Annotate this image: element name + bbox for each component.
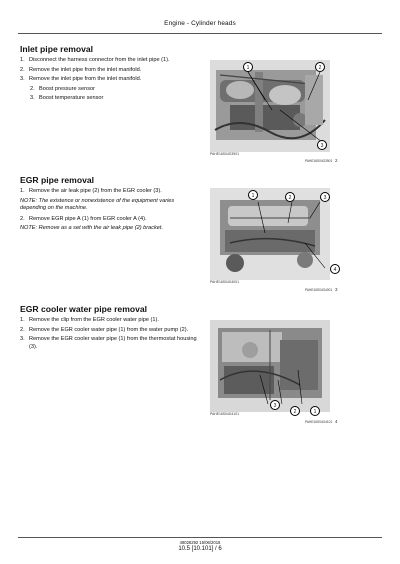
- step-text: Disconnect the harness connector from the inlet pipe (1).: [29, 57, 170, 63]
- figure-code: PAHE16S04G4101: [210, 412, 239, 416]
- note-text: NOTE: The existence or nonexistence of the equipment varies depending on the machine.: [20, 197, 175, 212]
- step-list: [20, 188, 198, 233]
- footer-divider: [18, 537, 382, 538]
- callout-1: 1: [248, 190, 258, 200]
- callout-2: 2: [285, 192, 295, 202]
- step-number: 2.: [20, 326, 25, 333]
- step-item: [20, 67, 198, 75]
- footer-page-number: 10.5 [10.101] / 6: [178, 546, 222, 552]
- step-list: [20, 57, 198, 103]
- step-text: Remove the inlet pipe from the inlet manifold.: [29, 76, 142, 83]
- step-number: 2.: [20, 66, 25, 73]
- step-text: Remove the clip from the EGR cooler water pipe (1).: [29, 317, 159, 323]
- step-number: 3.: [20, 76, 25, 83]
- figure-code: PAHE16S04G4001: [210, 280, 239, 284]
- figure-id: PAHE16S04G4001: [305, 288, 333, 292]
- substep-text: Boost temperature sensor: [39, 95, 104, 102]
- step-text: Remove the EGR cooler water pipe (1) from the water pump (2).: [29, 326, 189, 333]
- callout-1: 1: [310, 406, 320, 416]
- step-number: 3.: [20, 336, 25, 343]
- callout-1: 1: [243, 62, 253, 72]
- substep-item: [20, 95, 198, 103]
- section-title: Inlet pipe removal: [20, 44, 94, 54]
- substep-text: Boost pressure sensor: [39, 85, 95, 92]
- engine-photo: [210, 188, 330, 280]
- step-list: [20, 317, 198, 351]
- substep-number: 3.: [30, 95, 35, 102]
- page-header-title: Engine - Cylinder heads: [164, 20, 236, 27]
- figure-number: 4: [335, 419, 338, 424]
- step-text: Remove EGR pipe A (1) from EGR cooler A (4).: [29, 215, 147, 222]
- figure-inlet-pipe: [210, 60, 340, 163]
- step-text: Remove the air leak pipe (2) from the EGR cooler (3).: [29, 188, 162, 194]
- step-item: [20, 336, 198, 351]
- figure-egr-pipe: [210, 188, 340, 294]
- figure-number: 2: [335, 158, 338, 163]
- step-number: 1.: [20, 188, 25, 194]
- step-item: [20, 216, 198, 224]
- figure-egr-cooler-water-pipe: [210, 320, 340, 428]
- note-text: NOTE: Remove as a set with the air leak pipe (2) bracket.: [20, 225, 164, 232]
- step-number: 1.: [20, 317, 25, 323]
- figure-id: PAHE16S04G4101: [305, 420, 333, 424]
- step-text: Remove the inlet pipe from the inlet manifold.: [29, 66, 142, 73]
- section-title: EGR cooler water pipe removal: [20, 304, 148, 314]
- step-number: 2.: [20, 215, 25, 222]
- substep-item: [20, 86, 198, 94]
- step-item: [20, 327, 198, 335]
- callout-4: 4: [330, 264, 340, 274]
- footer-doc-id: 48026292 15/06/2016: [179, 540, 221, 545]
- step-item: [20, 188, 198, 196]
- step-text: Remove the EGR cooler water pipe (1) from the thermostat housing (3).: [29, 336, 197, 350]
- callout-3: 3: [320, 192, 330, 202]
- callout-2: 2: [290, 406, 300, 416]
- callout-2: 2: [315, 62, 325, 72]
- section-title: EGR pipe removal: [20, 175, 95, 185]
- step-item: [20, 317, 198, 325]
- figure-number: 3: [335, 287, 338, 292]
- header-divider: [18, 33, 382, 34]
- step-number: 1.: [20, 57, 25, 63]
- engine-photo: [210, 320, 330, 412]
- callout-3: 3: [270, 400, 280, 410]
- callout-3: 3: [317, 140, 327, 150]
- step-item: [20, 76, 198, 84]
- step-item: [20, 57, 198, 65]
- figure-id: PAHE16S04G3901: [305, 159, 333, 163]
- engine-photo: [210, 60, 330, 152]
- substep-number: 2.: [30, 85, 35, 92]
- figure-code: PAHE16S04G3901: [210, 152, 239, 156]
